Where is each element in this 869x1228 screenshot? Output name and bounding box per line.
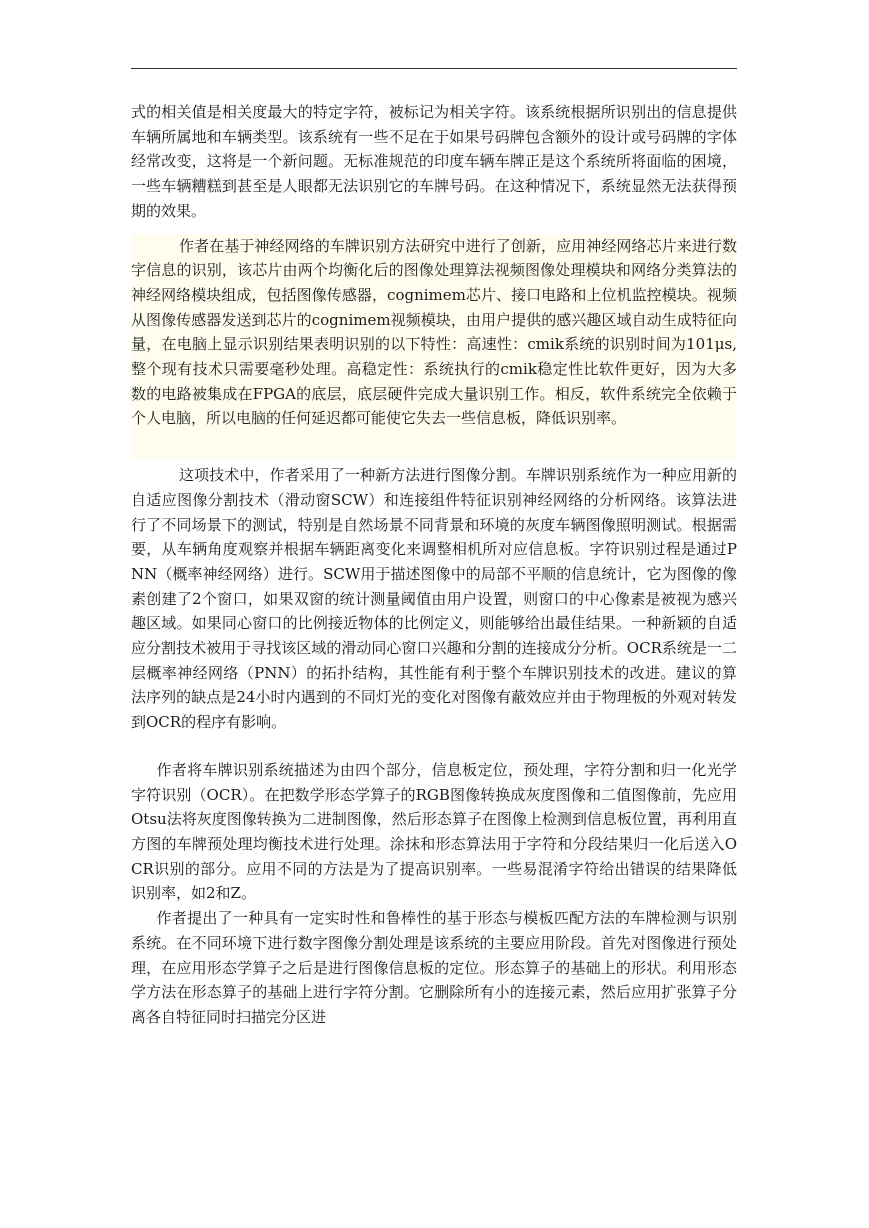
paragraph-1: 式的相关值是相关度最大的特定字符，被标记为相关字符。该系统根据所识别出的信息提供车辆所属地和车辆类型。该系统有一些不足在于如果号码牌包含额外的设计或号码牌的字体经常改变，这将是一个新问题。无标准规范的印度车辆车牌正是这个系统所将面临的困境，一些车辆糟糕到甚至是人眼都无法识别它的车牌号码。在这种情况下，系统显然无法获得预期的效果。 <box>131 103 737 220</box>
document-body <box>131 88 737 1030</box>
paragraph-2-highlighted: 作者在基于神经网络的车牌识别方法研究中进行了创新，应用神经网络芯片来进行数字信息的识别，该芯片由两个均衡化后的图像处理算法视频图像处理模块和网络分类算法的神经网络模块组成，包括图像传感器，cognimem芯片、接口电路和上位机监控模块。视频从图像传感器发送到芯片的cognimem视频模块，由用户提供的感兴趣区域自动生成特征向量，在电脑上显示识别结果表明识别的以下特性：高速性：cmik系统的识别时间为101μs,整个现有技术只需要毫秒处理。高稳定性：系统执行的cmik稳定性比软件更好，因为大多数的电路被集成在FPGA的底层，底层硬件完成大量识别工作。相反，软件系统完全依赖于个人电脑，所以电脑的任何延迟都可能使它失去一些信息板，降低识别率。 <box>131 234 737 460</box>
paragraph-3: 这项技术中，作者采用了一种新方法进行图像分割。车牌识别系统作为一种应用新的自适应图像分割技术（滑动窗SCW）和连接组件特征识别神经网络的分析网络。该算法进行了不同场景下的测试，特别是自然场景不同背景和环境的灰度车辆图像照明测试。根据需要，从车辆角度观察并根据车辆距离变化来调整相机所对应信息板。字符识别过程是通过PNN（概率神经网络）进行。SCW用于描述图像中的局部不平顺的信息统计，它为图像的像素创建了2个窗口，如果双窗的统计测量阈值由用户设置，则窗口的中心像素是被视为感兴趣区域。如果同心窗口的比例接近物体的比例定义，则能够给出最佳结果。一种新颖的自适应分割技术被用于寻找该区域的滑动同心窗口兴趣和分割的连接成分分析。OCR系统是一二层概率神经网络（PNN）的拓扑结构，其性能有利于整个车牌识别技术的改进。建议的算法序列的缺点是24小时内遇到的不同灯光的变化对图像有蔽效应并由于物理板的外观对转发到OCR的程序有影响。 <box>131 466 737 732</box>
header-rule <box>131 68 737 69</box>
paragraph-5: 作者提出了一种具有一定实时性和鲁棒性的基于形态与模板匹配方法的车牌检测与识别系统。在不同环境下进行数字图像分割处理是该系统的主要应用阶段。首先对图像进行预处理，在应用形态学算子之后是进行图像信息板的定位。形态算子的基础上的形状。利用形态学方法在形态算子的基础上进行字符分割。它删除所有小的连接元素，然后应用扩张算子分离各自特征同时扫描完分区进 <box>131 909 737 1026</box>
paragraph-4: 作者将车牌识别系统描述为由四个部分，信息板定位，预处理，字符分割和归一化光学字符识别（OCR）。在把数学形态学算子的RGB图像转换成灰度图像和二值图像前，先应用Otsu法将灰度图像转换为二进制图像，然后形态算子在图像上检测到信息板位置，再利用直方图的车牌预处理均衡技术进行处理。涂抹和形态算法用于字符和分段结果归一化后送入OCR识别的部分。应用不同的方法是为了提高识别率。一些易混淆字符给出错误的结果降低识别率，如2和Z。 <box>131 760 737 903</box>
